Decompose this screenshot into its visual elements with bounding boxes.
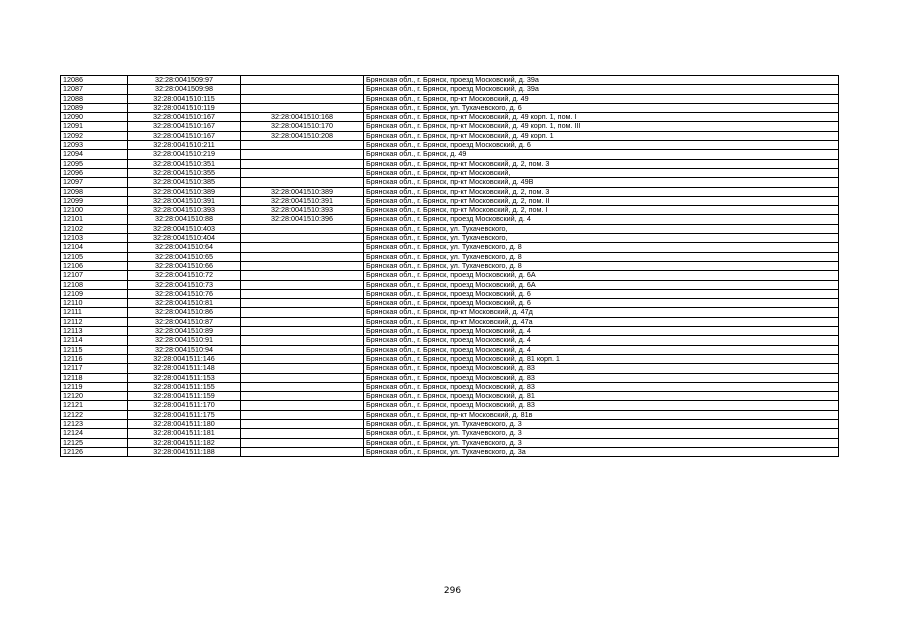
table-row <box>61 243 839 252</box>
address-cell: Брянская обл., г. Брянск, ул. Тухачевского, д. 8 <box>364 252 839 261</box>
row-number-cell: 12096 <box>61 168 128 177</box>
table-row <box>61 410 839 419</box>
parent-cadastral-number-cell <box>241 234 364 243</box>
parent-cadastral-number-cell: 32:28:0041510:391 <box>241 196 364 205</box>
parent-cadastral-number-cell <box>241 401 364 410</box>
table-row <box>61 261 839 270</box>
cadastral-number-cell: 32:28:0041510:393 <box>128 206 241 215</box>
address-cell: Брянская обл., г. Брянск, пр-кт Московский, д. 2, пом. 3 <box>364 159 839 168</box>
address-cell: Брянская обл., г. Брянск, пр-кт Московский, <box>364 168 839 177</box>
row-number-cell: 12113 <box>61 327 128 336</box>
cadastral-number-cell: 32:28:0041510:64 <box>128 243 241 252</box>
cadastral-number-cell: 32:28:0041510:211 <box>128 141 241 150</box>
row-number-cell: 12111 <box>61 308 128 317</box>
table-row <box>61 447 839 456</box>
cadastral-number-cell: 32:28:0041510:119 <box>128 103 241 112</box>
table-row <box>61 438 839 447</box>
cadastral-number-cell: 32:28:0041510:167 <box>128 113 241 122</box>
table-row <box>61 308 839 317</box>
address-cell: Брянская обл., г. Брянск, пр-кт Московский, д. 81в <box>364 410 839 419</box>
row-number-cell: 12088 <box>61 94 128 103</box>
address-cell: Брянская обл., г. Брянск, проезд Московский, д. 83 <box>364 373 839 382</box>
address-cell: Брянская обл., г. Брянск, пр-кт Московский, д. 47д <box>364 308 839 317</box>
cadastral-number-cell: 32:28:0041510:391 <box>128 196 241 205</box>
row-number-cell: 12101 <box>61 215 128 224</box>
table-row <box>61 252 839 261</box>
address-cell: Брянская обл., г. Брянск, проезд Московский, д. 6 <box>364 299 839 308</box>
table-row <box>61 234 839 243</box>
table-row <box>61 271 839 280</box>
address-cell: Брянская обл., г. Брянск, ул. Тухачевского, д. 8 <box>364 261 839 270</box>
parent-cadastral-number-cell <box>241 354 364 363</box>
parent-cadastral-number-cell <box>241 85 364 94</box>
row-number-cell: 12098 <box>61 187 128 196</box>
cadastral-number-cell: 32:28:0041510:351 <box>128 159 241 168</box>
table-row <box>61 103 839 112</box>
parent-cadastral-number-cell <box>241 150 364 159</box>
parent-cadastral-number-cell <box>241 345 364 354</box>
address-cell: Брянская обл., г. Брянск, ул. Тухачевского, <box>364 234 839 243</box>
cadastral-number-cell: 32:28:0041510:81 <box>128 299 241 308</box>
address-cell: Брянская обл., г. Брянск, пр-кт Московский, д. 49 <box>364 94 839 103</box>
address-cell: Брянская обл., г. Брянск, проезд Московский, д. 83 <box>364 401 839 410</box>
cadastral-number-cell: 32:28:0041509:98 <box>128 85 241 94</box>
row-number-cell: 12123 <box>61 419 128 428</box>
address-cell: Брянская обл., г. Брянск, ул. Тухачевского, <box>364 224 839 233</box>
cadastral-number-cell: 32:28:0041510:66 <box>128 261 241 270</box>
row-number-cell: 12110 <box>61 299 128 308</box>
address-cell: Брянская обл., г. Брянск, пр-кт Московский, д. 2, пом. 3 <box>364 187 839 196</box>
parent-cadastral-number-cell <box>241 168 364 177</box>
row-number-cell: 12087 <box>61 85 128 94</box>
parent-cadastral-number-cell <box>241 103 364 112</box>
table-row <box>61 299 839 308</box>
row-number-cell: 12108 <box>61 280 128 289</box>
table-row <box>61 289 839 298</box>
parent-cadastral-number-cell <box>241 243 364 252</box>
address-cell: Брянская обл., г. Брянск, ул. Тухачевского, д. 6 <box>364 103 839 112</box>
table-row <box>61 354 839 363</box>
cadastral-number-cell: 32:28:0041511:159 <box>128 392 241 401</box>
table-row <box>61 401 839 410</box>
row-number-cell: 12105 <box>61 252 128 261</box>
parent-cadastral-number-cell: 32:28:0041510:389 <box>241 187 364 196</box>
cadastral-number-cell: 32:28:0041510:355 <box>128 168 241 177</box>
row-number-cell: 12094 <box>61 150 128 159</box>
table-row <box>61 187 839 196</box>
address-cell: Брянская обл., г. Брянск, ул. Тухачевского, д. 3 <box>364 438 839 447</box>
parent-cadastral-number-cell <box>241 438 364 447</box>
row-number-cell: 12100 <box>61 206 128 215</box>
row-number-cell: 12086 <box>61 76 128 85</box>
table-row <box>61 131 839 140</box>
cadastral-number-cell: 32:28:0041511:181 <box>128 429 241 438</box>
address-cell: Брянская обл., г. Брянск, проезд Московский, д. 6 <box>364 141 839 150</box>
address-cell: Брянская обл., г. Брянск, проезд Московский, д. 39а <box>364 76 839 85</box>
cadastral-number-cell: 32:28:0041510:65 <box>128 252 241 261</box>
table-row <box>61 392 839 401</box>
parent-cadastral-number-cell <box>241 410 364 419</box>
cadastral-number-cell: 32:28:0041510:91 <box>128 336 241 345</box>
cadastral-number-cell: 32:28:0041510:88 <box>128 215 241 224</box>
table-row <box>61 345 839 354</box>
cadastral-number-cell: 32:28:0041510:87 <box>128 317 241 326</box>
table-row <box>61 76 839 85</box>
cadastral-number-cell: 32:28:0041510:403 <box>128 224 241 233</box>
cadastral-number-cell: 32:28:0041509:97 <box>128 76 241 85</box>
parent-cadastral-number-cell <box>241 252 364 261</box>
parent-cadastral-number-cell <box>241 94 364 103</box>
address-cell: Брянская обл., г. Брянск, ул. Тухачевского, д. 3а <box>364 447 839 456</box>
address-cell: Брянская обл., г. Брянск, проезд Московский, д. 4 <box>364 215 839 224</box>
cadastral-number-cell: 32:28:0041510:89 <box>128 327 241 336</box>
address-cell: Брянская обл., г. Брянск, проезд Московский, д. 6А <box>364 280 839 289</box>
parent-cadastral-number-cell: 32:28:0041510:393 <box>241 206 364 215</box>
row-number-cell: 12107 <box>61 271 128 280</box>
cadastral-number-cell: 32:28:0041510:115 <box>128 94 241 103</box>
table-row <box>61 280 839 289</box>
cadastral-number-cell: 32:28:0041511:153 <box>128 373 241 382</box>
row-number-cell: 12115 <box>61 345 128 354</box>
table-row <box>61 327 839 336</box>
cadastral-number-cell: 32:28:0041510:389 <box>128 187 241 196</box>
cadastral-number-cell: 32:28:0041510:219 <box>128 150 241 159</box>
row-number-cell: 12112 <box>61 317 128 326</box>
parent-cadastral-number-cell <box>241 271 364 280</box>
address-cell: Брянская обл., г. Брянск, пр-кт Московский, д. 2, пом. I <box>364 206 839 215</box>
parent-cadastral-number-cell <box>241 159 364 168</box>
cadastral-number-cell: 32:28:0041511:180 <box>128 419 241 428</box>
table-row <box>61 336 839 345</box>
row-number-cell: 12090 <box>61 113 128 122</box>
table-row <box>61 196 839 205</box>
table-row <box>61 141 839 150</box>
row-number-cell: 12097 <box>61 178 128 187</box>
address-cell: Брянская обл., г. Брянск, ул. Тухачевского, д. 3 <box>364 429 839 438</box>
parent-cadastral-number-cell <box>241 280 364 289</box>
cadastral-number-cell: 32:28:0041511:146 <box>128 354 241 363</box>
row-number-cell: 12122 <box>61 410 128 419</box>
address-cell: Брянская обл., г. Брянск, проезд Московский, д. 4 <box>364 327 839 336</box>
table-row <box>61 224 839 233</box>
parent-cadastral-number-cell <box>241 76 364 85</box>
cadastral-number-cell: 32:28:0041511:182 <box>128 438 241 447</box>
property-registry-table <box>60 75 839 457</box>
parent-cadastral-number-cell: 32:28:0041510:170 <box>241 122 364 131</box>
parent-cadastral-number-cell <box>241 429 364 438</box>
row-number-cell: 12120 <box>61 392 128 401</box>
parent-cadastral-number-cell: 32:28:0041510:168 <box>241 113 364 122</box>
row-number-cell: 12116 <box>61 354 128 363</box>
parent-cadastral-number-cell <box>241 447 364 456</box>
cadastral-number-cell: 32:28:0041510:385 <box>128 178 241 187</box>
address-cell: Брянская обл., г. Брянск, проезд Московский, д. 4 <box>364 336 839 345</box>
table-row <box>61 382 839 391</box>
table-row <box>61 215 839 224</box>
parent-cadastral-number-cell <box>241 261 364 270</box>
row-number-cell: 12089 <box>61 103 128 112</box>
parent-cadastral-number-cell <box>241 364 364 373</box>
row-number-cell: 12114 <box>61 336 128 345</box>
row-number-cell: 12092 <box>61 131 128 140</box>
cadastral-number-cell: 32:28:0041511:188 <box>128 447 241 456</box>
table-row <box>61 206 839 215</box>
address-cell: Брянская обл., г. Брянск, ул. Тухачевского, д. 3 <box>364 419 839 428</box>
table-row <box>61 317 839 326</box>
row-number-cell: 12124 <box>61 429 128 438</box>
address-cell: Брянская обл., г. Брянск, пр-кт Московский, д. 49 корп. 1 <box>364 131 839 140</box>
row-number-cell: 12121 <box>61 401 128 410</box>
row-number-cell: 12091 <box>61 122 128 131</box>
parent-cadastral-number-cell <box>241 317 364 326</box>
table-row <box>61 122 839 131</box>
address-cell: Брянская обл., г. Брянск, пр-кт Московский, д. 49 корп. 1, пом. III <box>364 122 839 131</box>
cadastral-number-cell: 32:28:0041510:167 <box>128 122 241 131</box>
row-number-cell: 12119 <box>61 382 128 391</box>
parent-cadastral-number-cell <box>241 141 364 150</box>
row-number-cell: 12118 <box>61 373 128 382</box>
row-number-cell: 12106 <box>61 261 128 270</box>
row-number-cell: 12104 <box>61 243 128 252</box>
table-row <box>61 150 839 159</box>
row-number-cell: 12095 <box>61 159 128 168</box>
cadastral-number-cell: 32:28:0041511:155 <box>128 382 241 391</box>
parent-cadastral-number-cell <box>241 336 364 345</box>
parent-cadastral-number-cell <box>241 382 364 391</box>
address-cell: Брянская обл., г. Брянск, пр-кт Московский, д. 49 корп. 1, пом. I <box>364 113 839 122</box>
parent-cadastral-number-cell <box>241 419 364 428</box>
row-number-cell: 12109 <box>61 289 128 298</box>
parent-cadastral-number-cell <box>241 327 364 336</box>
address-cell: Брянская обл., г. Брянск, пр-кт Московский, д. 49В <box>364 178 839 187</box>
table-row <box>61 159 839 168</box>
table-row <box>61 85 839 94</box>
address-cell: Брянская обл., г. Брянск, проезд Московский, д. 4 <box>364 345 839 354</box>
row-number-cell: 12102 <box>61 224 128 233</box>
parent-cadastral-number-cell <box>241 308 364 317</box>
cadastral-number-cell: 32:28:0041511:148 <box>128 364 241 373</box>
address-cell: Брянская обл., г. Брянск, проезд Московский, д. 39а <box>364 85 839 94</box>
address-cell: Брянская обл., г. Брянск, пр-кт Московский, д. 47а <box>364 317 839 326</box>
address-cell: Брянская обл., г. Брянск, проезд Московский, д. 6А <box>364 271 839 280</box>
registry-table-body <box>61 76 839 457</box>
parent-cadastral-number-cell <box>241 178 364 187</box>
table-row <box>61 364 839 373</box>
parent-cadastral-number-cell <box>241 289 364 298</box>
cadastral-number-cell: 32:28:0041510:86 <box>128 308 241 317</box>
page-number: 296 <box>443 586 462 596</box>
parent-cadastral-number-cell <box>241 299 364 308</box>
cadastral-number-cell: 32:28:0041510:167 <box>128 131 241 140</box>
cadastral-number-cell: 32:28:0041510:76 <box>128 289 241 298</box>
parent-cadastral-number-cell: 32:28:0041510:208 <box>241 131 364 140</box>
address-cell: Брянская обл., г. Брянск, проезд Московский, д. 6 <box>364 289 839 298</box>
address-cell: Брянская обл., г. Брянск, проезд Московский, д. 83 <box>364 382 839 391</box>
cadastral-number-cell: 32:28:0041510:72 <box>128 271 241 280</box>
row-number-cell: 12117 <box>61 364 128 373</box>
address-cell: Брянская обл., г. Брянск, д. 49 <box>364 150 839 159</box>
table-row <box>61 178 839 187</box>
cadastral-number-cell: 32:28:0041511:170 <box>128 401 241 410</box>
table-row <box>61 429 839 438</box>
cadastral-number-cell: 32:28:0041510:94 <box>128 345 241 354</box>
address-cell: Брянская обл., г. Брянск, пр-кт Московский, д. 2, пом. II <box>364 196 839 205</box>
row-number-cell: 12126 <box>61 447 128 456</box>
row-number-cell: 12103 <box>61 234 128 243</box>
cadastral-number-cell: 32:28:0041511:175 <box>128 410 241 419</box>
parent-cadastral-number-cell <box>241 224 364 233</box>
table-row <box>61 94 839 103</box>
cadastral-number-cell: 32:28:0041510:73 <box>128 280 241 289</box>
parent-cadastral-number-cell: 32:28:0041510:396 <box>241 215 364 224</box>
address-cell: Брянская обл., г. Брянск, ул. Тухачевского, д. 8 <box>364 243 839 252</box>
table-row <box>61 419 839 428</box>
row-number-cell: 12099 <box>61 196 128 205</box>
address-cell: Брянская обл., г. Брянск, проезд Московский, д. 81 корп. 1 <box>364 354 839 363</box>
row-number-cell: 12093 <box>61 141 128 150</box>
address-cell: Брянская обл., г. Брянск, проезд Московский, д. 81 <box>364 392 839 401</box>
parent-cadastral-number-cell <box>241 392 364 401</box>
table-row <box>61 168 839 177</box>
parent-cadastral-number-cell <box>241 373 364 382</box>
row-number-cell: 12125 <box>61 438 128 447</box>
address-cell: Брянская обл., г. Брянск, проезд Московский, д. 83 <box>364 364 839 373</box>
cadastral-number-cell: 32:28:0041510:404 <box>128 234 241 243</box>
table-row <box>61 113 839 122</box>
table-row <box>61 373 839 382</box>
